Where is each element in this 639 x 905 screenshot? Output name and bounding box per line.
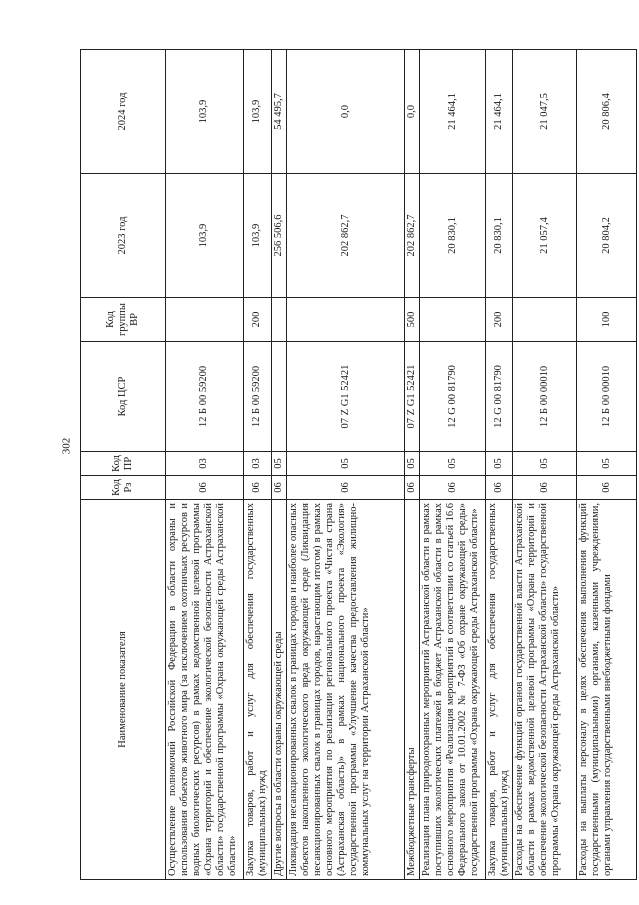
budget-table [80, 49, 637, 880]
row-csr: 12 Б 00 59200 [244, 342, 272, 452]
page-number: 302 [60, 437, 73, 455]
table-row [405, 50, 420, 880]
table-body [166, 50, 637, 880]
row-vr [272, 298, 287, 342]
row-csr [272, 342, 287, 452]
row-csr: 12 Б 00 59200 [166, 342, 244, 452]
table-row [244, 50, 272, 880]
row-csr: 12 Б 00 00010 [577, 342, 637, 452]
row-2023: 20 830,1 [486, 174, 513, 298]
row-rz: 06 [420, 476, 486, 500]
row-vr [166, 298, 244, 342]
row-csr: 12 Б 00 00010 [513, 342, 577, 452]
row-2024: 21 047,5 [513, 50, 577, 174]
row-pr: 05 [486, 452, 513, 476]
row-csr: 07 Z G1 52421 [287, 342, 405, 452]
row-2023: 256 506,6 [272, 174, 287, 298]
row-csr: 12 G 00 81790 [486, 342, 513, 452]
row-pr: 05 [405, 452, 420, 476]
row-name: Межбюджетные трансферты [405, 500, 420, 880]
row-2024: 21 464,1 [420, 50, 486, 174]
header-2024: 2024 год [81, 50, 166, 174]
row-pr: 05 [420, 452, 486, 476]
row-vr: 200 [486, 298, 513, 342]
row-vr: 200 [244, 298, 272, 342]
row-vr [513, 298, 577, 342]
row-pr: 03 [244, 452, 272, 476]
row-rz: 06 [577, 476, 637, 500]
row-pr: 05 [287, 452, 405, 476]
row-2024: 103,9 [244, 50, 272, 174]
header-pr: Код ПР [81, 452, 166, 476]
row-rz: 06 [287, 476, 405, 500]
table-row [420, 50, 486, 880]
header-rz: Код Рз [81, 476, 166, 500]
row-pr: 03 [166, 452, 244, 476]
row-vr [420, 298, 486, 342]
row-2023: 202 862,7 [405, 174, 420, 298]
row-pr: 05 [513, 452, 577, 476]
row-name: Реализация плана природоохранных мероприятий Астраханской области в рамках поступивших экологических платежей в бюджет Астраханской области в рамках основного мероприятия «Реализация мероприятий в соответствии со статьей 16.6 Федерального закона от 10.01.2002 № 7-ФЗ «Об охране окружающей среды» государственной программы «Охрана окружающей среды Астраханской области» [420, 500, 486, 880]
row-csr: 12 G 00 81790 [420, 342, 486, 452]
row-rz: 06 [513, 476, 577, 500]
row-rz: 06 [244, 476, 272, 500]
row-rz: 06 [486, 476, 513, 500]
row-rz: 06 [272, 476, 287, 500]
header-vr: Код группы ВР [81, 298, 166, 342]
row-rz: 06 [166, 476, 244, 500]
row-2023: 103,9 [166, 174, 244, 298]
row-name: Другие вопросы в области охраны окружающей среды [272, 500, 287, 880]
row-2024: 103,9 [166, 50, 244, 174]
header-name: Наименование показателя [81, 500, 166, 880]
table-row [486, 50, 513, 880]
table-row [287, 50, 405, 880]
table-row [577, 50, 637, 880]
table-header-row [81, 50, 166, 880]
row-name: Расходы на обеспечение функций органов государственной власти Астраханской области в рамках ведомственной целевой программы «Охрана территорий и обеспечение экологической безопасности Астраханской области» государственной программы «Охрана окружающей среды Астраханской области» [513, 500, 577, 880]
row-name: Закупка товаров, работ и услуг для обеспечения государственных (муниципальных) нужд [244, 500, 272, 880]
row-name: Закупка товаров, работ и услуг для обеспечения государственных (муниципальных) нужд [486, 500, 513, 880]
row-2024: 21 464,1 [486, 50, 513, 174]
row-2023: 103,9 [244, 174, 272, 298]
row-rz: 06 [405, 476, 420, 500]
header-2023: 2023 год [81, 174, 166, 298]
row-name: Осуществление полномочий Российской Федерации в области охраны и использования объектов животного мира (за исключением охотничьих ресурсов и водных биологических ресурсов) в рамках ведомственной целевой программы «Охрана территорий и обеспечение экологической безопасности Астраханской области» государственной программы «Охрана окружающей среды Астраханской области» [166, 500, 244, 880]
row-2023: 20 830,1 [420, 174, 486, 298]
row-vr: 500 [405, 298, 420, 342]
row-csr: 07 Z G1 52421 [405, 342, 420, 452]
row-2023: 20 804,2 [577, 174, 637, 298]
row-pr: 05 [577, 452, 637, 476]
row-2023: 202 862,7 [287, 174, 405, 298]
table-row [166, 50, 244, 880]
row-vr [287, 298, 405, 342]
row-2023: 21 057,4 [513, 174, 577, 298]
rotated-page [80, 50, 614, 880]
row-2024: 0,0 [405, 50, 420, 174]
row-name: Расходы на выплаты персоналу в целях обеспечения выполнения функций государственными (муниципальными) органами, казенными учреждениями, органами управления государственными внебюджетными фондами [577, 500, 637, 880]
row-2024: 20 806,4 [577, 50, 637, 174]
header-csr: Код ЦСР [81, 342, 166, 452]
row-2024: 0,0 [287, 50, 405, 174]
table-row [272, 50, 287, 880]
row-2024: 54 495,7 [272, 50, 287, 174]
row-name: Ликвидация несанкционированных свалок в границах городов и наиболее опасных объектов накопленного экологического вреда окружающей среде (Ликвидация несанкционированных свалок в границах городов, нарастающим итогом) в рамках основного мероприятия по реализации регионального проекта «Чистая страна (Астраханская область)» в рамках национального проекта «Экология» государственной программы «Улучшение качества предоставления жилищно-коммунальных услуг на территории Астраханской области» [287, 500, 405, 880]
row-vr: 100 [577, 298, 637, 342]
table-row [513, 50, 577, 880]
row-pr: 05 [272, 452, 287, 476]
